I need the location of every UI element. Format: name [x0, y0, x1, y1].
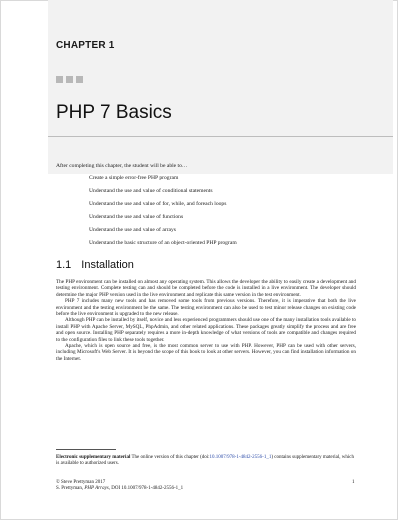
chapter-label: CHAPTER 1 [56, 40, 115, 51]
body-paragraph: PHP 7 includes many new tools and has removed some tools from previous versions. Therefore, it is imperative that both the live environment and the testing environment be the same. The testing environment can also be used to test minor release changes on existing code before the live environment is upgraded to the new release. [56, 298, 356, 318]
section-title: Installation [81, 259, 134, 271]
objective-item: Create a simple error-free PHP program [89, 175, 179, 181]
citation-line [56, 486, 356, 492]
objectives-lead: After completing this chapter, the student will be able to… [56, 163, 188, 169]
objective-item: Understand the use and value of arrays [89, 227, 176, 234]
supplementary-label: Electronic supplementary material [56, 455, 131, 460]
square-icon [56, 76, 63, 83]
body-paragraph: The PHP environment can be installed on almost any operating system. This allows the developer the ability to easily create a development and testing environment. Complete testing can and should be completed before the code is installed in a live environment. The developer should determine the major PHP version used in the live environment and replicate this same version in the test environment. [56, 279, 356, 298]
citation-title: PHP Arrays [84, 486, 109, 492]
body-paragraph: Apache, which is open source and free, is the most common server to use with PHP. However, PHP can be used with other servers, including Microsoft's Web Server. It is beyond the scope of this book to look at other servers. However, you can find installation information on the Internet. [56, 343, 356, 362]
supplementary-note [56, 455, 356, 468]
objective-item: Understand the use and value of conditional statements [89, 188, 213, 195]
header-divider [48, 136, 393, 137]
chapter-header [48, 0, 393, 174]
objective-item: Understand the basic structure of an object-oriented PHP program [89, 240, 237, 247]
objectives-list [56, 175, 356, 247]
decorative-squares [56, 76, 83, 83]
chapter-title: PHP 7 Basics [56, 102, 172, 123]
footnote-divider [56, 449, 116, 450]
page-footer [56, 480, 356, 493]
square-icon [66, 76, 73, 83]
doi-link[interactable]: 10.1007/978-1-4842-2556-1_1 [209, 455, 272, 460]
supplementary-text-before: The online version of this chapter (doi: [130, 455, 210, 460]
learning-objectives [56, 163, 356, 254]
section-number: 1.1 [56, 259, 72, 271]
page-number: 1 [352, 480, 355, 485]
citation-author: S. Prettyman, [56, 486, 85, 492]
section-body [56, 279, 356, 362]
copyright-line: © Steve Prettyman 2017 [56, 480, 106, 485]
supplementary-text-after: ) contains supplementary material, which is available to authorized users. [56, 455, 354, 467]
section-heading [56, 259, 134, 271]
objective-item: Understand the use and value of for, while, and foreach loops [89, 201, 227, 208]
citation-doi: , DOI 10.1007/978-1-4842-2556-1_1 [108, 486, 184, 492]
body-paragraph: Although PHP can be installed by itself, novice and less experienced programmers should use one of the many installation tools available to install PHP with Apache Server, MySQL, PhpAdmin, and other related applications. These packages greatly simplify the process and are free and open source. Installing PHP separately requires a more in-depth knowledge of what versions of tools are compatible and changes required to the configuration files to link these tools together. [56, 317, 356, 343]
objective-item: Understand the use and value of functions [89, 214, 184, 221]
square-icon [76, 76, 83, 83]
